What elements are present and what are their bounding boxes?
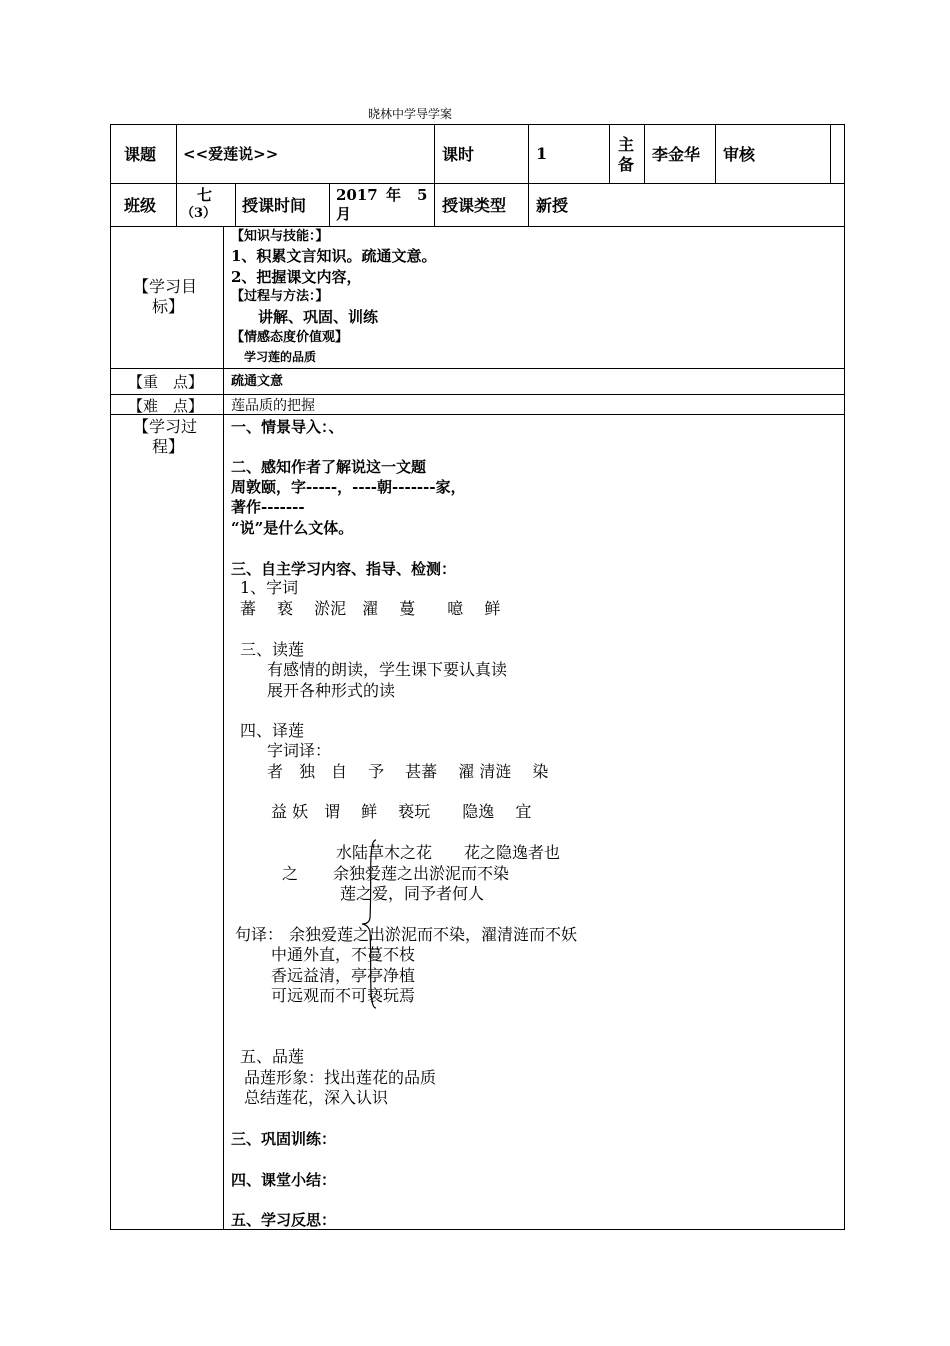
period-label: 课时 xyxy=(442,145,475,164)
row1-divider xyxy=(644,124,645,183)
process-label-top: 【学习过 xyxy=(133,417,198,436)
row1-divider xyxy=(715,124,716,183)
goals-line: 学习莲的品质 xyxy=(244,350,317,364)
section-summary: 四、课堂小结： xyxy=(231,1171,337,1189)
difficulty-label: 【难 点】 xyxy=(128,396,204,415)
sentence-line: 香远益清，亭亭净植 xyxy=(271,966,416,985)
sentence-line: 余独爱莲之出淤泥而不染，濯清涟而不妖 xyxy=(289,925,578,944)
time-label: 授课时间 xyxy=(242,196,307,215)
row2-divider xyxy=(329,183,330,226)
translate-title: 四、译莲 xyxy=(240,721,305,740)
vocab-words: 蕃 亵 淤泥 濯 蔓 噫 鲜 xyxy=(240,599,501,618)
sentence-line: 中通外直，不蔓不枝 xyxy=(271,945,416,964)
table-border-left xyxy=(110,124,111,1230)
table-border-bottom xyxy=(110,1229,845,1230)
row1-divider xyxy=(434,124,435,226)
vocab-title: 1、字词 xyxy=(240,578,299,597)
topic-label: 课题 xyxy=(124,145,157,164)
time-value-yue: 月 xyxy=(336,205,352,223)
school-title: 晓林中学导学案 xyxy=(367,107,452,121)
section-consolidate: 三、巩固训练： xyxy=(231,1130,337,1148)
goals-line: 【过程与方法：】 xyxy=(231,289,329,304)
review-label: 审核 xyxy=(723,145,756,164)
type-label: 授课类型 xyxy=(442,196,507,215)
sentence-label: 句译： xyxy=(235,925,284,944)
difficulty-value: 莲品质的把握 xyxy=(231,398,315,414)
focus-bottom-line xyxy=(110,394,845,395)
focus-label: 【重 点】 xyxy=(128,373,204,391)
lead-name: 李金华 xyxy=(652,145,701,164)
goals-line: 讲解、巩固、训练 xyxy=(258,308,379,326)
translate-words: 者 独 自 予 甚蕃 濯 清涟 染 xyxy=(267,762,549,781)
table-border-right xyxy=(844,124,845,1230)
zhi-usage: 莲之爱，同予者何人 xyxy=(340,884,485,903)
row1-divider xyxy=(528,124,529,226)
focus-value: 疏通文意 xyxy=(231,373,284,389)
label-column-line xyxy=(223,226,224,1230)
row1-divider xyxy=(609,124,610,183)
time-value-month: 5 xyxy=(417,186,428,204)
section-intro: 一、情景导入：、 xyxy=(231,418,344,436)
translate-words: 益 妖 谓 鲜 亵玩 隐逸 宜 xyxy=(271,802,532,821)
row1-divider xyxy=(176,124,177,183)
difficulty-bottom-line xyxy=(110,414,845,415)
author-line: 周敦颐，字-----，----朝-------家， xyxy=(231,478,466,496)
translate-words-label: 字词译： xyxy=(267,741,332,760)
time-value-year: 2017 xyxy=(336,186,378,204)
sentence-line: 可远观而不可亵玩焉 xyxy=(271,986,416,1005)
class-value-bottom: （3） xyxy=(181,206,217,221)
zhi-label: 之 xyxy=(282,864,299,883)
goals-label-top: 【学习目 xyxy=(133,277,198,296)
zhi-usage: 水陆草木之花 花之隐逸者也 xyxy=(336,843,561,862)
time-value-nian: 年 xyxy=(386,186,402,204)
row2-divider xyxy=(176,183,177,226)
goals-bottom-line xyxy=(110,368,845,369)
goals-line: 2、把握课文内容， xyxy=(231,268,362,286)
author-line: 著作------- xyxy=(231,498,305,516)
topic-value: <<爱莲说>> xyxy=(183,145,279,163)
goals-line: 1、积累文言知识。疏通文意。 xyxy=(231,247,437,265)
read-line: 展开各种形式的读 xyxy=(267,681,396,700)
goals-line: 【知识与技能：】 xyxy=(231,229,329,244)
row1-divider xyxy=(830,124,831,183)
goals-label-bottom: 标】 xyxy=(152,297,185,316)
period-value: 1 xyxy=(536,144,548,163)
section-author: 二、感知作者了解说这一文题 xyxy=(231,458,427,476)
read-title: 三、读莲 xyxy=(240,640,305,659)
read-line: 有感情的朗读，学生课下要认真读 xyxy=(267,660,508,679)
class-value-top: 七 xyxy=(197,186,213,204)
author-line: “说”是什么文体。 xyxy=(231,519,354,537)
type-value: 新授 xyxy=(536,196,569,215)
lead-label-bottom: 备 xyxy=(618,155,635,174)
appreciate-title: 五、品莲 xyxy=(240,1047,305,1066)
section-self-study: 三、自主学习内容、指导、检测： xyxy=(231,560,457,578)
appreciate-line: 总结莲花，深入认识 xyxy=(244,1088,389,1107)
appreciate-line: 品莲形象：找出莲花的品质 xyxy=(244,1068,437,1087)
zhi-usage: 余独爱莲之出淤泥而不染 xyxy=(333,864,510,883)
class-label: 班级 xyxy=(124,196,157,215)
row2-bottom-line xyxy=(110,226,845,227)
lead-label-top: 主 xyxy=(618,135,635,154)
process-label-bottom: 程】 xyxy=(152,437,185,456)
row2-divider xyxy=(235,183,236,226)
goals-line: 【情感态度价值观】 xyxy=(231,330,349,345)
section-reflection: 五、学习反思： xyxy=(231,1211,337,1229)
